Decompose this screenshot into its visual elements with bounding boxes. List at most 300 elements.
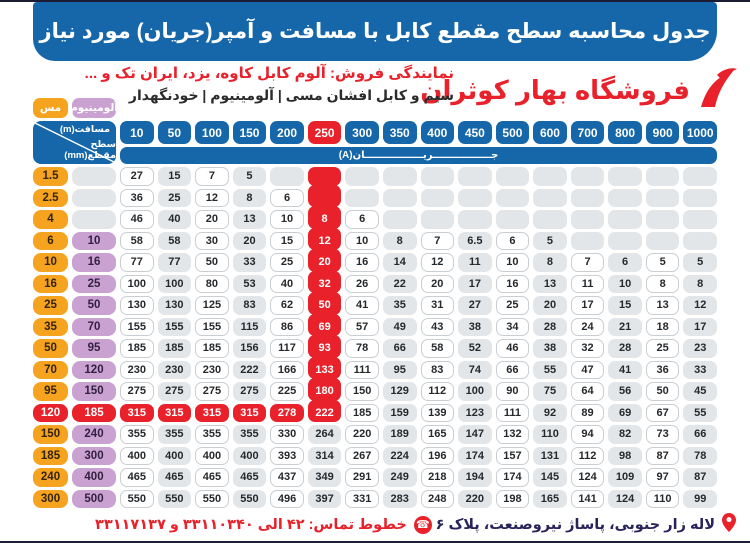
material-legend — [33, 98, 116, 118]
value-cell: 73 — [646, 425, 680, 444]
value-cell: 16 — [345, 253, 379, 272]
value-cell: 133 — [308, 361, 342, 380]
value-cell: 185 — [158, 339, 192, 358]
value-cell: 400 — [120, 447, 154, 466]
distance-header-1000: 1000 — [683, 121, 717, 144]
value-cell: 10 — [270, 210, 304, 229]
value-cell: 40 — [270, 275, 304, 294]
value-cell: 15 — [270, 232, 304, 251]
value-cell: 330 — [270, 425, 304, 444]
value-cell: 28 — [608, 339, 642, 358]
value-cell: 75 — [533, 382, 567, 401]
value-cell: 112 — [421, 382, 455, 401]
value-cell — [683, 189, 717, 208]
value-cell: 43 — [421, 318, 455, 337]
value-cell: 28 — [533, 318, 567, 337]
value-cell: 291 — [345, 468, 379, 487]
value-cell: 315 — [158, 404, 192, 423]
value-cell: 6 — [496, 232, 530, 251]
value-cell: 41 — [345, 296, 379, 315]
copper-size-label: 150 — [33, 425, 68, 444]
value-cell: 45 — [683, 382, 717, 401]
value-cell: 131 — [533, 447, 567, 466]
value-cell: 20 — [421, 275, 455, 294]
value-cell: 8 — [383, 232, 417, 251]
value-cell: 30 — [195, 232, 229, 251]
value-cell — [421, 167, 455, 186]
value-cell: 34 — [496, 318, 530, 337]
value-cell: 64 — [571, 382, 605, 401]
value-cell: 111 — [345, 361, 379, 380]
distance-header-600: 600 — [533, 121, 567, 144]
value-cell: 166 — [270, 361, 304, 380]
aluminum-size-label: 120 — [72, 361, 116, 380]
distance-header-800: 800 — [608, 121, 642, 144]
value-cell: 129 — [383, 382, 417, 401]
value-cell: 62 — [270, 296, 304, 315]
distance-header-10: 10 — [120, 121, 154, 144]
value-cell: 52 — [458, 339, 492, 358]
value-cell: 23 — [683, 339, 717, 358]
value-cell — [533, 210, 567, 229]
value-cell: 275 — [120, 382, 154, 401]
value-cell: 6 — [345, 210, 379, 229]
value-cell: 109 — [608, 468, 642, 487]
distance-header-450: 450 — [458, 121, 492, 144]
value-cell: 174 — [458, 447, 492, 466]
value-cell: 69 — [608, 404, 642, 423]
value-cell: 24 — [571, 318, 605, 337]
value-cell: 125 — [195, 296, 229, 315]
value-cell: 78 — [345, 339, 379, 358]
aluminum-size-label: 50 — [72, 296, 116, 315]
value-cell: 69 — [308, 318, 342, 337]
value-cell: 26 — [345, 275, 379, 294]
value-cell: 165 — [533, 490, 567, 509]
value-cell: 355 — [233, 425, 267, 444]
value-cell — [646, 189, 680, 208]
value-cell: 100 — [458, 382, 492, 401]
value-cell — [270, 167, 304, 186]
aluminum-size-label: 240 — [72, 425, 116, 444]
value-cell: 159 — [383, 404, 417, 423]
value-cell: 393 — [270, 447, 304, 466]
value-cell: 56 — [608, 382, 642, 401]
value-cell: 47 — [571, 361, 605, 380]
location-pin-icon — [722, 513, 736, 537]
value-cell: 95 — [383, 361, 417, 380]
value-cell: 10 — [496, 253, 530, 272]
distance-header-250: 250 — [308, 121, 342, 144]
value-cell: 248 — [421, 490, 455, 509]
value-cell: 7 — [195, 167, 229, 186]
value-cell: 8 — [646, 275, 680, 294]
value-cell: 155 — [120, 318, 154, 337]
copper-size-label: 2.5 — [33, 189, 68, 208]
value-cell: 141 — [571, 490, 605, 509]
value-cell: 315 — [120, 404, 154, 423]
value-cell: 100 — [158, 275, 192, 294]
store-name: فروشگاه بهار کوثران — [420, 74, 690, 105]
distance-header-700: 700 — [571, 121, 605, 144]
value-cell — [533, 189, 567, 208]
value-cell: 99 — [683, 490, 717, 509]
value-cell: 66 — [683, 425, 717, 444]
value-cell: 12 — [308, 232, 342, 251]
value-cell: 17 — [458, 275, 492, 294]
value-cell: 220 — [345, 425, 379, 444]
value-cell: 27 — [120, 167, 154, 186]
value-cell: 58 — [421, 339, 455, 358]
value-cell: 32 — [308, 275, 342, 294]
aluminum-size-label: 400 — [72, 468, 116, 487]
value-cell: 58 — [158, 232, 192, 251]
value-cell: 20 — [308, 253, 342, 272]
value-cell — [646, 210, 680, 229]
value-cell: 16 — [496, 275, 530, 294]
copper-size-label: 25 — [33, 296, 68, 315]
value-cell: 5 — [683, 253, 717, 272]
value-cell: 155 — [158, 318, 192, 337]
value-cell: 180 — [308, 382, 342, 401]
value-cell — [458, 167, 492, 186]
page-title: جدول محاسبه سطح مقطع کابل با مسافت و آمپر(جریان) مورد نیاز — [39, 20, 711, 43]
copper-size-label: 185 — [33, 447, 68, 466]
value-cell: 355 — [158, 425, 192, 444]
value-cell: 87 — [646, 447, 680, 466]
value-cell: 83 — [233, 296, 267, 315]
value-cell: 66 — [496, 361, 530, 380]
value-cell — [345, 189, 379, 208]
value-cell: 139 — [421, 404, 455, 423]
value-cell: 21 — [608, 318, 642, 337]
value-cell: 77 — [158, 253, 192, 272]
value-cell: 397 — [308, 490, 342, 509]
value-cell: 267 — [345, 447, 379, 466]
value-cell: 194 — [458, 468, 492, 487]
value-cell: 115 — [233, 318, 267, 337]
current-band: جـــــــــــــــــریـــــــــــــــــان(A) — [120, 147, 717, 164]
aluminum-size-label — [72, 210, 116, 229]
value-cell: 53 — [233, 275, 267, 294]
value-cell: 49 — [383, 318, 417, 337]
value-cell: 185 — [195, 339, 229, 358]
value-cell: 130 — [120, 296, 154, 315]
value-cell — [308, 189, 342, 208]
value-cell: 12 — [421, 253, 455, 272]
value-cell: 150 — [345, 382, 379, 401]
value-cell: 31 — [421, 296, 455, 315]
value-cell: 110 — [646, 490, 680, 509]
value-cell: 14 — [383, 253, 417, 272]
value-cell — [571, 232, 605, 251]
value-cell: 111 — [496, 404, 530, 423]
copper-size-label: 4 — [33, 210, 68, 229]
value-cell: 80 — [195, 275, 229, 294]
value-cell: 185 — [345, 404, 379, 423]
value-cell — [308, 167, 342, 186]
value-cell: 67 — [646, 404, 680, 423]
value-cell: 12 — [683, 296, 717, 315]
bottom-border — [0, 541, 750, 543]
value-cell: 82 — [608, 425, 642, 444]
value-cell: 124 — [571, 468, 605, 487]
value-cell — [458, 210, 492, 229]
value-cell: 550 — [233, 490, 267, 509]
value-cell: 11 — [571, 275, 605, 294]
distance-header-150: 150 — [233, 121, 267, 144]
value-cell: 33 — [233, 253, 267, 272]
value-cell — [683, 210, 717, 229]
copper-size-label: 35 — [33, 318, 68, 337]
table-corner-cell — [33, 121, 116, 164]
value-cell: 41 — [608, 361, 642, 380]
value-cell: 17 — [571, 296, 605, 315]
value-cell: 25 — [270, 253, 304, 272]
value-cell: 349 — [308, 468, 342, 487]
value-cell: 17 — [683, 318, 717, 337]
value-cell: 132 — [496, 425, 530, 444]
value-cell: 92 — [533, 404, 567, 423]
aluminum-chip: آلومینیوم — [72, 98, 116, 118]
distance-axis-label: مسافت(m) — [59, 124, 110, 135]
aluminum-size-label: 25 — [72, 275, 116, 294]
section-axis-label: سطح مقطع(mm) — [64, 139, 116, 161]
value-cell: 18 — [646, 318, 680, 337]
value-cell — [496, 167, 530, 186]
address-text: لاله زار جنوبی، پاساژ نیروصنعت، پلاک ۶ — [435, 517, 715, 533]
value-cell: 27 — [458, 296, 492, 315]
value-cell: 189 — [383, 425, 417, 444]
aluminum-size-label: 16 — [72, 253, 116, 272]
distance-header-50: 50 — [158, 121, 192, 144]
value-cell: 15 — [158, 167, 192, 186]
value-cell: 50 — [308, 296, 342, 315]
value-cell: 98 — [608, 447, 642, 466]
products-line: سیم و کابل افشان مسی | آلومینیوم | خودنگهدار — [128, 87, 454, 103]
value-cell — [683, 167, 717, 186]
value-cell: 36 — [646, 361, 680, 380]
value-cell: 123 — [458, 404, 492, 423]
value-cell: 87 — [683, 468, 717, 487]
value-cell: 230 — [195, 361, 229, 380]
value-cell: 465 — [195, 468, 229, 487]
value-cell: 58 — [120, 232, 154, 251]
value-cell: 147 — [458, 425, 492, 444]
value-cell: 400 — [158, 447, 192, 466]
value-cell: 130 — [158, 296, 192, 315]
cable-table — [33, 121, 717, 508]
value-cell: 8 — [683, 275, 717, 294]
value-cell: 36 — [120, 189, 154, 208]
value-cell: 10 — [345, 232, 379, 251]
value-cell: 20 — [233, 232, 267, 251]
value-cell — [571, 189, 605, 208]
address-block — [436, 513, 736, 537]
value-cell — [458, 189, 492, 208]
value-cell: 550 — [195, 490, 229, 509]
value-cell: 465 — [233, 468, 267, 487]
value-cell: 46 — [120, 210, 154, 229]
value-cell: 20 — [533, 296, 567, 315]
value-cell: 5 — [646, 253, 680, 272]
aluminum-size-label: 70 — [72, 318, 116, 337]
value-cell — [646, 167, 680, 186]
value-cell — [646, 232, 680, 251]
contact-lines — [95, 513, 432, 537]
value-cell: 33 — [683, 361, 717, 380]
value-cell: 112 — [571, 447, 605, 466]
value-cell: 89 — [571, 404, 605, 423]
value-cell: 8 — [533, 253, 567, 272]
value-cell — [496, 210, 530, 229]
value-cell: 264 — [308, 425, 342, 444]
value-cell: 97 — [646, 468, 680, 487]
copper-size-label: 95 — [33, 382, 68, 401]
aluminum-size-label: 185 — [72, 404, 116, 423]
value-cell — [533, 167, 567, 186]
value-cell: 249 — [383, 468, 417, 487]
value-cell: 220 — [458, 490, 492, 509]
copper-size-label: 120 — [33, 404, 68, 423]
value-cell: 314 — [308, 447, 342, 466]
value-cell: 77 — [120, 253, 154, 272]
distance-header-300: 300 — [345, 121, 379, 144]
value-cell — [421, 210, 455, 229]
value-cell: 550 — [120, 490, 154, 509]
value-cell — [421, 189, 455, 208]
value-cell: 355 — [120, 425, 154, 444]
copper-size-label: 240 — [33, 468, 68, 487]
value-cell — [608, 232, 642, 251]
distance-header-350: 350 — [383, 121, 417, 144]
value-cell: 13 — [533, 275, 567, 294]
distance-header-200: 200 — [270, 121, 304, 144]
value-cell: 117 — [270, 339, 304, 358]
value-cell: 222 — [233, 361, 267, 380]
value-cell: 275 — [195, 382, 229, 401]
store-logo-icon — [694, 66, 738, 115]
value-cell: 55 — [683, 404, 717, 423]
aluminum-size-label — [72, 167, 116, 186]
aluminum-size-label — [72, 189, 116, 208]
value-cell: 13 — [233, 210, 267, 229]
value-cell: 11 — [458, 253, 492, 272]
value-cell: 86 — [270, 318, 304, 337]
value-cell: 230 — [120, 361, 154, 380]
value-cell: 93 — [308, 339, 342, 358]
value-cell — [571, 167, 605, 186]
value-cell: 400 — [195, 447, 229, 466]
aluminum-size-label: 150 — [72, 382, 116, 401]
value-cell — [608, 189, 642, 208]
aluminum-size-label: 300 — [72, 447, 116, 466]
value-cell: 25 — [158, 189, 192, 208]
value-cell: 66 — [383, 339, 417, 358]
value-cell: 196 — [421, 447, 455, 466]
value-cell: 157 — [496, 447, 530, 466]
value-cell — [383, 189, 417, 208]
value-cell: 275 — [233, 382, 267, 401]
distance-header-500: 500 — [496, 121, 530, 144]
value-cell: 32 — [571, 339, 605, 358]
value-cell: 25 — [646, 339, 680, 358]
value-cell: 198 — [496, 490, 530, 509]
value-cell — [383, 167, 417, 186]
value-cell: 8 — [233, 189, 267, 208]
value-cell: 13 — [646, 296, 680, 315]
value-cell: 100 — [120, 275, 154, 294]
value-cell — [345, 167, 379, 186]
value-cell: 145 — [533, 468, 567, 487]
value-cell: 83 — [421, 361, 455, 380]
value-cell: 165 — [421, 425, 455, 444]
value-cell — [683, 232, 717, 251]
value-cell: 94 — [571, 425, 605, 444]
value-cell: 90 — [496, 382, 530, 401]
value-cell: 5 — [533, 232, 567, 251]
distance-header-900: 900 — [646, 121, 680, 144]
value-cell: 40 — [158, 210, 192, 229]
value-cell: 22 — [383, 275, 417, 294]
value-cell — [608, 167, 642, 186]
value-cell: 465 — [120, 468, 154, 487]
copper-size-label: 1.5 — [33, 167, 68, 186]
value-cell: 218 — [421, 468, 455, 487]
value-cell: 185 — [120, 339, 154, 358]
value-cell: 174 — [496, 468, 530, 487]
contact-text: خطوط تماس: ۴۲ الی ۳۳۱۱۰۳۴۰ و ۳۳۱۱۷۱۳۷ — [95, 517, 407, 533]
phone-icon: ☎ — [414, 516, 432, 534]
value-cell: 278 — [270, 404, 304, 423]
value-cell: 230 — [158, 361, 192, 380]
value-cell: 355 — [195, 425, 229, 444]
copper-size-label: 10 — [33, 253, 68, 272]
value-cell: 78 — [683, 447, 717, 466]
value-cell — [571, 210, 605, 229]
value-cell: 5 — [233, 167, 267, 186]
value-cell: 15 — [608, 296, 642, 315]
value-cell: 6.5 — [458, 232, 492, 251]
value-cell: 50 — [195, 253, 229, 272]
value-cell: 496 — [270, 490, 304, 509]
value-cell: 20 — [195, 210, 229, 229]
dealers-line: نمایندگی فروش: آلوم کابل کاوه، یزد، ایران تک و ... — [84, 65, 454, 82]
value-cell: 156 — [233, 339, 267, 358]
value-cell: 155 — [195, 318, 229, 337]
value-cell: 550 — [158, 490, 192, 509]
value-cell: 25 — [496, 296, 530, 315]
value-cell: 124 — [608, 490, 642, 509]
aluminum-size-label: 95 — [72, 339, 116, 358]
value-cell: 8 — [308, 210, 342, 229]
distance-header-400: 400 — [421, 121, 455, 144]
value-cell: 46 — [496, 339, 530, 358]
value-cell — [383, 210, 417, 229]
value-cell: 38 — [458, 318, 492, 337]
value-cell: 110 — [533, 425, 567, 444]
value-cell: 7 — [571, 253, 605, 272]
value-cell: 331 — [345, 490, 379, 509]
value-cell: 7 — [421, 232, 455, 251]
subtitle-block — [85, 64, 454, 104]
value-cell: 12 — [195, 189, 229, 208]
copper-size-label: 6 — [33, 232, 68, 251]
distance-header-100: 100 — [195, 121, 229, 144]
value-cell: 50 — [646, 382, 680, 401]
value-cell: 315 — [233, 404, 267, 423]
value-cell: 224 — [383, 447, 417, 466]
